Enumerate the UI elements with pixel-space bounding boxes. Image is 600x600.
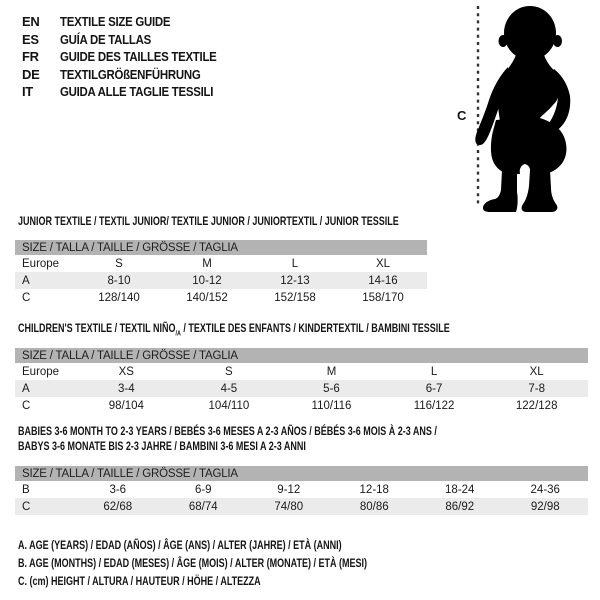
table-row-europe	[15, 255, 427, 272]
language-row-en	[22, 13, 238, 31]
size-cell: 4-5	[220, 382, 238, 395]
size-header-bar: SIZE / TALLA / TAILLE / GRÖSSE / TAGLIA	[15, 466, 588, 481]
size-cell: 158/170	[362, 291, 404, 304]
size-cell: 3-6	[109, 483, 127, 496]
language-code: FR	[22, 49, 39, 64]
table-row-a	[15, 272, 427, 289]
baby-silhouette-icon	[475, 6, 570, 212]
language-code: ES	[22, 31, 39, 47]
size-cell: XS	[118, 365, 134, 378]
language-row-it	[22, 83, 238, 101]
language-title-list	[22, 13, 238, 101]
size-cell: 6-9	[194, 483, 212, 496]
language-row-fr	[22, 48, 238, 66]
row-label: C	[22, 500, 31, 513]
size-cell: 10-12	[192, 274, 222, 287]
babies-section-title	[18, 424, 437, 454]
size-cell: 8-10	[107, 274, 131, 287]
size-cell: L	[291, 257, 299, 270]
size-cell: 9-12	[277, 483, 301, 496]
size-cell: 152/158	[274, 291, 316, 304]
size-cell: 24-36	[530, 483, 560, 496]
size-cell: XL	[529, 365, 544, 378]
junior-section-title: JUNIOR TEXTILE / TEXTIL JUNIOR/ TEXTILE JUNIOR / JUNIORTEXTIL / JUNIOR TESSILE	[18, 214, 399, 228]
height-measure-label: C	[457, 108, 467, 123]
children-title-suffix: / TEXTILE DES ENFANTS / KINDERTEXTIL / BAMBINI TESSILE	[180, 321, 450, 335]
language-title: GUIDE DES TAILLES TEXTILE	[60, 49, 217, 64]
row-label: B	[22, 483, 30, 496]
size-cell: 7-8	[528, 382, 545, 395]
size-cell: 80/86	[359, 500, 389, 513]
size-cell: 12-18	[359, 483, 389, 496]
size-cell: 18-24	[445, 483, 475, 496]
junior-size-table	[15, 240, 427, 306]
size-cell: 86/92	[445, 500, 475, 513]
baby-silhouette-figure	[472, 4, 588, 216]
table-row-a	[15, 380, 588, 397]
babies-size-table	[15, 466, 588, 515]
children-title-sub: /A	[175, 328, 181, 338]
footnote-a: A. AGE (YEARS) / EDAD (AÑOS) / ÂGE (ANS) / ALTER (JAHRE) / ETÀ (ANNI)	[18, 538, 342, 552]
size-cell: 116/122	[413, 399, 455, 412]
size-header-bar: SIZE / TALLA / TAILLE / GRÖSSE / TAGLIA	[15, 348, 588, 363]
language-code: DE	[22, 66, 40, 82]
size-cell: L	[430, 365, 438, 378]
row-label: C	[22, 399, 31, 412]
size-cell: S	[115, 257, 123, 270]
row-label: A	[22, 382, 30, 395]
size-cell: 74/80	[274, 500, 304, 513]
language-row-de	[22, 66, 238, 84]
size-cell: 68/74	[188, 500, 218, 513]
row-label: A	[22, 274, 30, 287]
size-cell: 140/152	[186, 291, 228, 304]
footnote-b: B. AGE (MONTHS) / EDAD (MESES) / ÂGE (MOIS) / ALTER (MONATE) / ETÀ (MESI)	[18, 556, 367, 570]
size-cell: 98/104	[108, 399, 144, 412]
size-cell: 62/68	[103, 500, 133, 513]
children-section-title	[18, 321, 450, 340]
language-row-es	[22, 31, 238, 49]
size-cell: M	[202, 257, 212, 270]
size-cell: 6-7	[425, 382, 443, 395]
language-code: EN	[22, 14, 40, 29]
size-cell: 122/128	[515, 399, 558, 412]
language-title: TEXTILGRÖßENFÜHRUNG	[60, 66, 201, 82]
children-size-table	[15, 348, 588, 414]
size-cell: XL	[375, 257, 391, 270]
size-cell: 110/116	[311, 399, 352, 412]
table-row-c	[15, 289, 427, 306]
size-cell: 12-13	[280, 274, 310, 287]
size-cell: 104/110	[208, 399, 250, 412]
table-row-c	[15, 498, 588, 515]
size-cell: 14-16	[368, 274, 398, 287]
footnote-legend	[18, 536, 483, 590]
babies-title-line2: BABYS 3-6 MONATE BIS 2-3 JAHRE / BAMBINI 3-6 MESI A 2-3 ANNI	[18, 439, 306, 453]
size-cell: 128/140	[98, 291, 140, 304]
language-title: GUIDA ALLE TAGLIE TESSILI	[60, 84, 214, 99]
row-label: Europe	[22, 365, 60, 378]
table-row-c	[15, 397, 588, 414]
table-row-b	[15, 481, 588, 498]
row-label: C	[22, 291, 31, 304]
language-code: IT	[22, 84, 33, 99]
children-title-prefix: CHILDREN'S TEXTILE / TEXTIL NIÑO	[18, 321, 176, 335]
table-row-europe	[15, 363, 588, 380]
babies-title-line1: BABIES 3-6 MONTH TO 2-3 YEARS / BEBÉS 3-6 MESES A 2-3 AÑOS / BÉBÉS 3-6 MOIS À 2-3 ANS /	[18, 424, 437, 438]
row-label: Europe	[22, 257, 60, 270]
footnote-c: C. (cm) HEIGHT / ALTURA / HAUTEUR / HÖHE / ALTEZZA	[18, 574, 261, 588]
size-cell: 92/98	[530, 500, 560, 513]
language-title: GUÍA DE TALLAS	[60, 31, 151, 47]
size-cell: M	[326, 365, 337, 378]
size-cell: 5-6	[323, 382, 340, 395]
size-header-bar: SIZE / TALLA / TAILLE / GRÖSSE / TAGLIA	[15, 240, 427, 255]
size-cell: S	[225, 365, 233, 378]
language-title: TEXTILE SIZE GUIDE	[60, 14, 171, 29]
size-cell: 3-4	[117, 382, 135, 395]
